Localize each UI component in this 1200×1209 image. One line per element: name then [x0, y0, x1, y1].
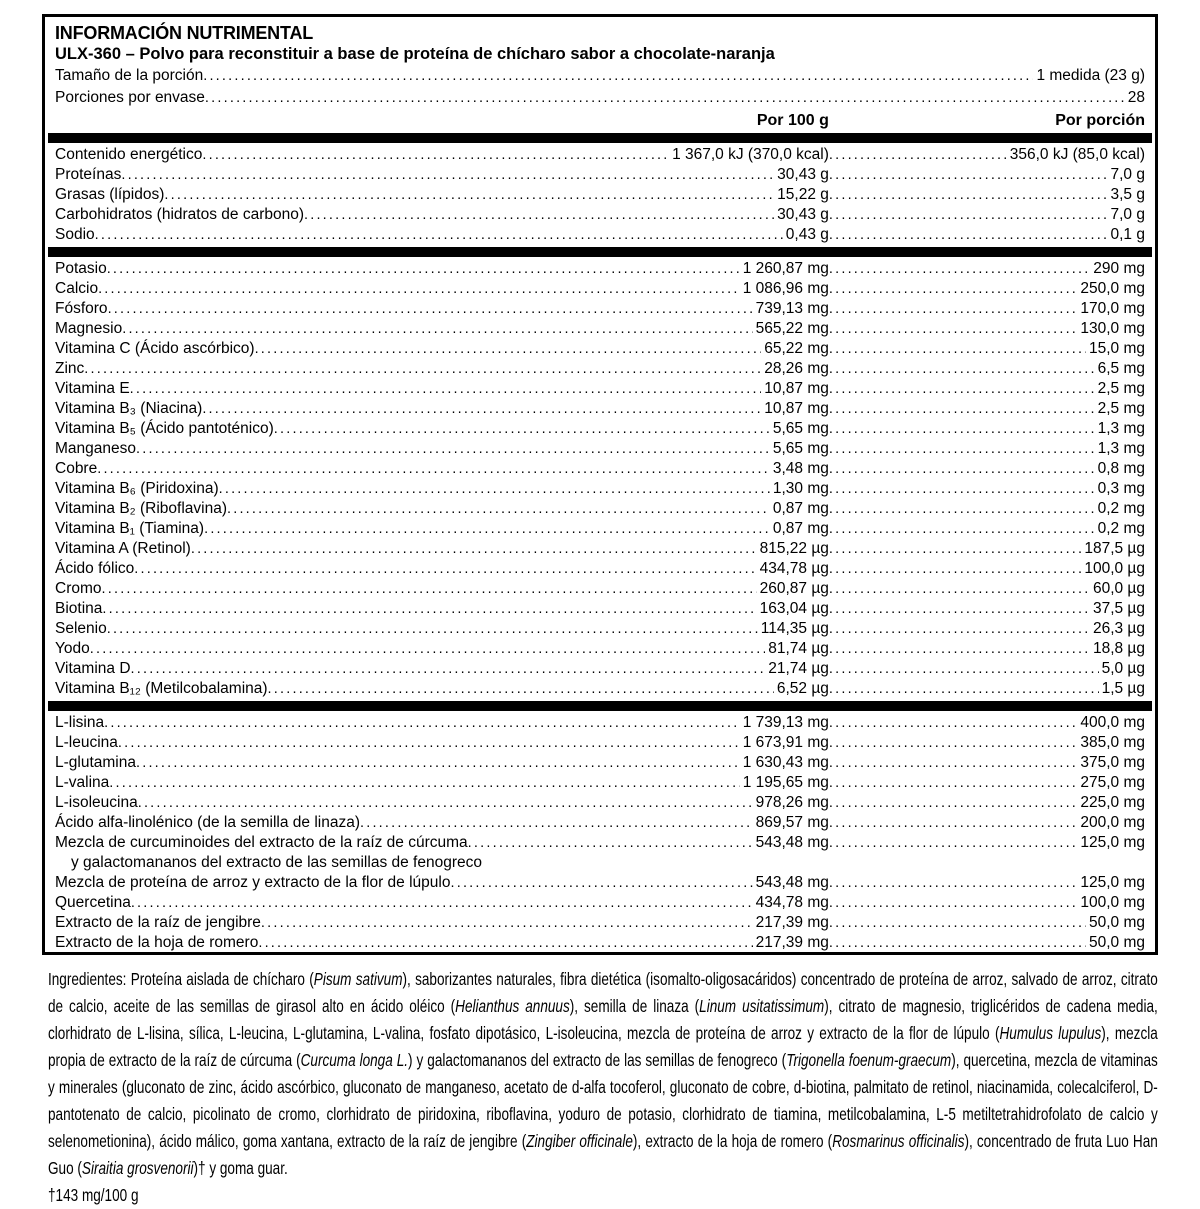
product-description: ULX-360 – Polvo para reconstituir a base de proteína de chícharo sabor a chocolate-naranja — [55, 45, 775, 63]
nutrient-row — [55, 439, 1145, 459]
per-100g-value: 1 673,91 mg — [742, 734, 829, 751]
dot-leader — [829, 419, 1095, 439]
per-serving-value: 100,0 µg — [1084, 560, 1145, 577]
nutrient-name: Vitamina B₂ (Riboflavina) — [55, 500, 227, 517]
per-serving-value: 50,0 mg — [1088, 934, 1145, 951]
dot-leader — [261, 913, 753, 933]
nutrient-row — [55, 539, 1145, 559]
nutrient-row — [55, 519, 1145, 539]
per-100g-value: 543,48 mg — [755, 874, 829, 891]
nutrient-row — [55, 279, 1145, 299]
per-100g-value: 543,48 mg — [755, 834, 829, 851]
dot-leader — [164, 185, 774, 205]
nutrient-name: Biotina — [55, 600, 103, 617]
dot-leader — [450, 873, 752, 893]
dot-leader — [829, 499, 1095, 519]
dot-leader — [829, 539, 1081, 559]
per-serving-value: 375,0 mg — [1080, 754, 1145, 771]
servings-per-container-value: 28 — [1127, 89, 1145, 106]
per-100g-value: 217,39 mg — [755, 914, 829, 931]
nutrient-name: Quercetina — [55, 894, 131, 911]
dot-leader — [102, 599, 756, 619]
nutrient-row — [55, 499, 1145, 519]
dot-leader — [136, 753, 740, 773]
dot-leader — [829, 733, 1077, 753]
ingredients-text: ), saborizantes naturales, fibra dietética (isomalto-oligosacáridos) concentrado de proteína de arroz, salvado de arroz, citrato de calcio, aceite de las semillas de girasol alto en ácido oléico ( — [48, 969, 1158, 1016]
per-100g-value: 565,22 mg — [755, 320, 829, 337]
per-serving-value: 275,0 mg — [1080, 774, 1145, 791]
dot-leader — [205, 87, 1125, 109]
ingredients-text: ), quercetina, mezcla de vitaminas y minerales (gluconato de zinc, ácido ascórbico, gluconato de manganeso, acetato de d-alfa tocoferol, gluconato de cobre, d-biotina, palmitato de retinol, niacinamida, colecalciferol, D-pantotenato de calcio, picolinato de cromo, clorhidrato de piridoxina, riboflavina, yoduro de potasio, clorhidrato de tiamina, metilcobalamina, L-5 metiltetrahidrofolato de calcio y selenometionina), ácido málico, goma xantana, extracto de la raíz de jengibre ( — [48, 1050, 1158, 1151]
footnote: †143 mg/100 g — [48, 1185, 139, 1205]
nutrient-name: L-isoleucina — [55, 794, 138, 811]
ingredients-text: Ingredientes: Proteína aislada de chícharo ( — [48, 969, 314, 989]
nutrient-name: Extracto de la hoja de romero — [55, 934, 259, 951]
nutrient-section — [55, 713, 1145, 953]
ingredients-text: ), mezcla propia de extracto de la raíz de cúrcuma ( — [48, 1023, 1158, 1070]
per-100g-value: 0,43 g — [785, 226, 829, 243]
nutrient-row — [55, 259, 1145, 279]
serving-size-row — [55, 65, 1145, 87]
dot-leader — [108, 299, 753, 319]
per-serving-value: 0,2 mg — [1097, 520, 1145, 537]
dot-leader — [121, 165, 774, 185]
nutrient-row — [55, 479, 1145, 499]
dot-leader — [829, 659, 1099, 679]
scientific-name: Curcuma longa L. — [300, 1050, 409, 1070]
per-100g-value: 1 195,65 mg — [742, 774, 829, 791]
per-serving-value: 290 mg — [1093, 260, 1145, 277]
dot-leader — [829, 319, 1077, 339]
dot-leader — [84, 359, 761, 379]
nutrient-row — [55, 913, 1145, 933]
dot-leader — [829, 339, 1086, 359]
nutrient-name: Vitamina A (Retinol) — [55, 540, 191, 557]
per-serving-value: 7,0 g — [1110, 206, 1145, 223]
nutrient-name: Ácido fólico — [55, 560, 135, 577]
dot-leader — [829, 813, 1077, 833]
dot-leader — [107, 259, 740, 279]
dot-leader — [829, 579, 1090, 599]
nutrient-row — [55, 205, 1145, 225]
ingredients-paragraph — [48, 966, 1158, 1182]
scientific-name: Pisum sativum — [313, 969, 403, 989]
nutrient-name: Ácido alfa-linolénico (de la semilla de linaza) — [55, 814, 360, 831]
nutrient-name: L-valina — [55, 774, 110, 791]
nutrient-name: Mezcla de curcuminoides del extracto de la raíz de cúrcuma — [55, 834, 468, 851]
nutrient-name: Vitamina B₁₂ (Metilcobalamina) — [55, 680, 268, 697]
per-100g-value: 739,13 mg — [755, 300, 829, 317]
dot-leader — [203, 65, 1033, 87]
dot-leader — [109, 773, 739, 793]
nutrient-row — [55, 559, 1145, 579]
per-100g-value: 217,39 mg — [755, 934, 829, 951]
nutrient-name: Selenio — [55, 620, 107, 637]
scientific-name: Zingiber officinale — [526, 1131, 633, 1151]
nutrient-row — [55, 619, 1145, 639]
nutrient-name: Mezcla de proteína de arroz y extracto de la flor de lúpulo — [55, 874, 451, 891]
dot-leader — [829, 519, 1095, 539]
dot-leader — [134, 559, 756, 579]
per-100g-value: 21,74 µg — [768, 660, 829, 677]
ingredients-text: ), semilla de linaza ( — [569, 996, 700, 1016]
per-100g-value: 5,65 mg — [772, 420, 829, 437]
nutrient-row — [55, 339, 1145, 359]
per-100g-value: 81,74 µg — [768, 640, 829, 657]
section-divider-bar — [48, 701, 1152, 711]
per-serving-value: 1,3 mg — [1097, 440, 1145, 457]
nutrient-row — [55, 659, 1145, 679]
dot-leader — [122, 319, 752, 339]
dot-leader — [131, 893, 753, 913]
nutrient-name: Vitamina B₁ (Tiamina) — [55, 520, 205, 537]
nutrient-name: Sodio — [55, 226, 95, 243]
section-divider-bar — [48, 133, 1152, 143]
per-100g-value: 6,52 µg — [776, 680, 829, 697]
per-100g-value: 0,87 mg — [772, 520, 829, 537]
per-serving-value: 187,5 µg — [1084, 540, 1145, 557]
dot-leader — [829, 679, 1099, 699]
nutrient-name: Proteínas — [55, 166, 122, 183]
per-serving-value: 250,0 mg — [1080, 280, 1145, 297]
dot-leader — [829, 893, 1077, 913]
nutrient-name: Zinc — [55, 360, 85, 377]
dot-leader — [304, 205, 774, 225]
nutrient-name-continued: y galactomananos del extracto de las semillas de fenogreco — [71, 854, 482, 871]
nutrient-row — [55, 599, 1145, 619]
per-100g-value: 1 367,0 kJ (370,0 kcal) — [672, 146, 829, 163]
scientific-name: Helianthus annuus — [455, 996, 570, 1016]
dot-leader — [130, 379, 762, 399]
per-serving-value: 0,8 mg — [1097, 460, 1145, 477]
nutrient-row — [55, 185, 1145, 205]
nutrient-name: Grasas (lípidos) — [55, 186, 165, 203]
dot-leader — [829, 619, 1090, 639]
per-100g-value: 10,87 mg — [764, 380, 829, 397]
ingredients-text: ), citrato de magnesio, triglicéridos de cadena media, clorhidrato de L-lisina, sílica, L-leucina, L-glutamina, L-valina, fosfato dipotásico, L-isoleucina, mezcla de proteína de arroz y extracto de la flor de lúpulo ( — [48, 996, 1158, 1043]
footer-block — [48, 966, 1158, 1209]
nutrient-name: L-lisina — [55, 714, 105, 731]
dot-leader — [97, 459, 770, 479]
per-serving-value: 1,3 mg — [1097, 420, 1145, 437]
per-100g-value: 434,78 mg — [755, 894, 829, 911]
servings-per-container-label: Porciones por envase — [55, 89, 205, 106]
per-100g-value: 978,26 mg — [755, 794, 829, 811]
ingredients-text: ), extracto de la hoja de romero ( — [632, 1131, 833, 1151]
per-serving-value: 200,0 mg — [1080, 814, 1145, 831]
per-serving-value: 18,8 µg — [1092, 640, 1145, 657]
per-serving-value: 3,5 g — [1110, 186, 1145, 203]
per-100g-column-header: Por 100 g — [756, 112, 829, 129]
nutrient-row — [55, 873, 1145, 893]
dot-leader — [274, 419, 770, 439]
nutrient-name: Extracto de la raíz de jengibre — [55, 914, 261, 931]
nutrient-sections — [55, 133, 1145, 953]
nutrient-name: Vitamina C (Ácido ascórbico) — [55, 340, 255, 357]
nutrient-section — [55, 259, 1145, 699]
section-divider-bar — [48, 247, 1152, 257]
per-100g-value: 0,87 mg — [772, 500, 829, 517]
nutrient-row — [55, 893, 1145, 913]
per-100g-value: 10,87 mg — [764, 400, 829, 417]
per-100g-value: 815,22 µg — [759, 540, 829, 557]
dot-leader — [829, 833, 1077, 853]
nutrition-facts-panel — [42, 14, 1158, 955]
nutrient-row — [55, 459, 1145, 479]
dot-leader — [102, 579, 757, 599]
per-100g-value: 3,48 mg — [772, 460, 829, 477]
per-serving-value: 2,5 mg — [1097, 380, 1145, 397]
dot-leader — [829, 913, 1086, 933]
nutrient-name: Cobre — [55, 460, 98, 477]
dot-leader — [829, 753, 1077, 773]
dot-leader — [829, 873, 1077, 893]
nutrient-row — [55, 165, 1145, 185]
per-serving-value: 125,0 mg — [1080, 874, 1145, 891]
per-100g-value: 30,43 g — [777, 166, 829, 183]
per-serving-value: 225,0 mg — [1080, 794, 1145, 811]
per-serving-value: 0,2 mg — [1097, 500, 1145, 517]
per-100g-value: 1 086,96 mg — [742, 280, 829, 297]
dot-leader — [829, 379, 1095, 399]
per-serving-value: 100,0 mg — [1080, 894, 1145, 911]
dot-leader — [829, 639, 1090, 659]
nutrient-name: Vitamina B₃ (Niacina) — [55, 400, 203, 417]
dot-leader — [829, 439, 1095, 459]
dot-leader — [227, 499, 770, 519]
dot-leader — [829, 259, 1090, 279]
dot-leader — [829, 279, 1077, 299]
nutrient-row — [55, 679, 1145, 699]
nutrient-row — [55, 753, 1145, 773]
dot-leader — [360, 813, 753, 833]
nutrient-name: Manganeso — [55, 440, 137, 457]
dot-leader — [138, 793, 753, 813]
per-serving-value: 60,0 µg — [1092, 580, 1145, 597]
nutrient-name: Potasio — [55, 260, 107, 277]
nutrient-row — [55, 713, 1145, 733]
per-serving-value: 15,0 mg — [1088, 340, 1145, 357]
dot-leader — [258, 933, 752, 953]
per-serving-value: 130,0 mg — [1080, 320, 1145, 337]
scientific-name: Trigonella foenum-graecum — [786, 1050, 952, 1070]
dot-leader — [829, 713, 1077, 733]
per-serving-value: 2,5 mg — [1097, 400, 1145, 417]
panel-title: INFORMACIÓN NUTRIMENTAL — [55, 23, 314, 43]
dot-leader — [829, 933, 1086, 953]
dot-leader — [829, 225, 1108, 245]
scientific-name: Linum usitatissimum — [699, 996, 825, 1016]
serving-size-label: Tamaño de la porción — [55, 67, 204, 84]
per-100g-value: 434,78 µg — [759, 560, 829, 577]
nutrient-row — [55, 379, 1145, 399]
dot-leader — [191, 539, 757, 559]
nutrient-section — [55, 145, 1145, 245]
nutrient-name: Magnesio — [55, 320, 123, 337]
nutrient-row — [55, 833, 1145, 853]
nutrient-row — [55, 419, 1145, 439]
per-100g-value: 5,65 mg — [772, 440, 829, 457]
nutrient-name: Yodo — [55, 640, 90, 657]
nutrient-name: Fósforo — [55, 300, 108, 317]
per-100g-value: 114,35 µg — [760, 620, 829, 637]
per-serving-value: 6,5 mg — [1097, 360, 1145, 377]
per-serving-value: 356,0 kJ (85,0 kcal) — [1009, 146, 1145, 163]
per-serving-value: 0,3 mg — [1097, 480, 1145, 497]
per-100g-value: 260,87 µg — [759, 580, 829, 597]
dot-leader — [118, 733, 740, 753]
nutrient-name: Carbohidratos (hidratos de carbono) — [55, 206, 304, 223]
dot-leader — [131, 659, 766, 679]
per-serving-value: 400,0 mg — [1080, 714, 1145, 731]
dot-leader — [829, 479, 1095, 499]
column-headers — [55, 110, 1145, 131]
nutrient-name: Cromo — [55, 580, 102, 597]
nutrient-row — [55, 579, 1145, 599]
nutrient-row — [55, 639, 1145, 659]
dot-leader — [90, 639, 765, 659]
per-serving-value: 7,0 g — [1110, 166, 1145, 183]
per-100g-value: 28,26 mg — [764, 360, 829, 377]
nutrient-row — [55, 225, 1145, 245]
ingredients-text: ) y galactomananos del extracto de las semillas de fenogreco ( — [408, 1050, 787, 1070]
per-100g-value: 1,30 mg — [772, 480, 829, 497]
per-100g-value: 1 739,13 mg — [742, 714, 829, 731]
dot-leader — [136, 439, 770, 459]
per-serving-value: 170,0 mg — [1080, 300, 1145, 317]
servings-per-container-row — [55, 87, 1145, 109]
dot-leader — [468, 833, 753, 853]
nutrient-row — [55, 773, 1145, 793]
scientific-name: Humulus lupulus — [999, 1023, 1102, 1043]
nutrient-row — [55, 933, 1145, 953]
ingredients-text: )† y goma guar. — [193, 1158, 288, 1178]
per-serving-value: 37,5 µg — [1092, 600, 1145, 617]
dot-leader — [98, 279, 740, 299]
per-100g-value: 15,22 g — [777, 186, 829, 203]
dot-leader — [829, 145, 1007, 165]
per-serving-value: 0,1 g — [1110, 226, 1145, 243]
dot-leader — [204, 519, 770, 539]
serving-size-value: 1 medida (23 g) — [1036, 67, 1145, 84]
nutrient-row — [55, 733, 1145, 753]
nutrient-name: L-leucina — [55, 734, 118, 751]
nutrient-row — [55, 813, 1145, 833]
dot-leader — [829, 205, 1108, 225]
nutrient-name: Vitamina B₆ (Piridoxina) — [55, 480, 219, 497]
nutrient-name: Vitamina D — [55, 660, 131, 677]
nutrient-row — [55, 793, 1145, 813]
per-100g-value: 1 630,43 mg — [742, 754, 829, 771]
dot-leader — [107, 619, 758, 639]
dot-leader — [829, 399, 1095, 419]
dot-leader — [829, 185, 1108, 205]
nutrient-row — [55, 359, 1145, 379]
per-serving-value: 385,0 mg — [1080, 734, 1145, 751]
per-100g-value: 30,43 g — [777, 206, 829, 223]
per-100g-value: 869,57 mg — [755, 814, 829, 831]
nutrient-name: Calcio — [55, 280, 99, 297]
dot-leader — [268, 679, 774, 699]
nutrient-name: Contenido energético — [55, 146, 203, 163]
nutrient-row — [55, 319, 1145, 339]
dot-leader — [255, 339, 762, 359]
dot-leader — [202, 399, 761, 419]
per-100g-value: 1 260,87 mg — [742, 260, 829, 277]
dot-leader — [829, 559, 1081, 579]
per-serving-value: 125,0 mg — [1080, 834, 1145, 851]
per-100g-value: 65,22 mg — [764, 340, 829, 357]
per-serving-value: 1,5 µg — [1101, 680, 1145, 697]
dot-leader — [219, 479, 770, 499]
nutrient-row — [55, 299, 1145, 319]
per-serving-value: 50,0 mg — [1088, 914, 1145, 931]
dot-leader — [829, 773, 1077, 793]
per-serving-column-header: Por porción — [1055, 112, 1145, 129]
nutrient-row — [55, 399, 1145, 419]
dot-leader — [829, 299, 1077, 319]
dot-leader — [829, 599, 1090, 619]
nutrient-name: Vitamina E — [55, 380, 130, 397]
scientific-name: Siraitia grosvenorii — [81, 1158, 194, 1178]
dot-leader — [829, 165, 1108, 185]
nutrient-name: Vitamina B₅ (Ácido pantoténico) — [55, 420, 274, 437]
dot-leader — [829, 359, 1095, 379]
per-100g-value: 163,04 µg — [759, 600, 829, 617]
dot-leader — [95, 225, 783, 245]
per-serving-value: 5,0 µg — [1101, 660, 1145, 677]
nutrient-name: L-glutamina — [55, 754, 136, 771]
dot-leader — [202, 145, 669, 165]
dot-leader — [829, 459, 1095, 479]
ingredients-text: ), concentrado de fruta Luo Han Guo ( — [48, 1131, 1158, 1178]
per-serving-value: 26,3 µg — [1092, 620, 1145, 637]
dot-leader — [829, 793, 1077, 813]
scientific-name: Rosmarinus officinalis — [832, 1131, 965, 1151]
dot-leader — [104, 713, 740, 733]
nutrient-row — [55, 145, 1145, 165]
